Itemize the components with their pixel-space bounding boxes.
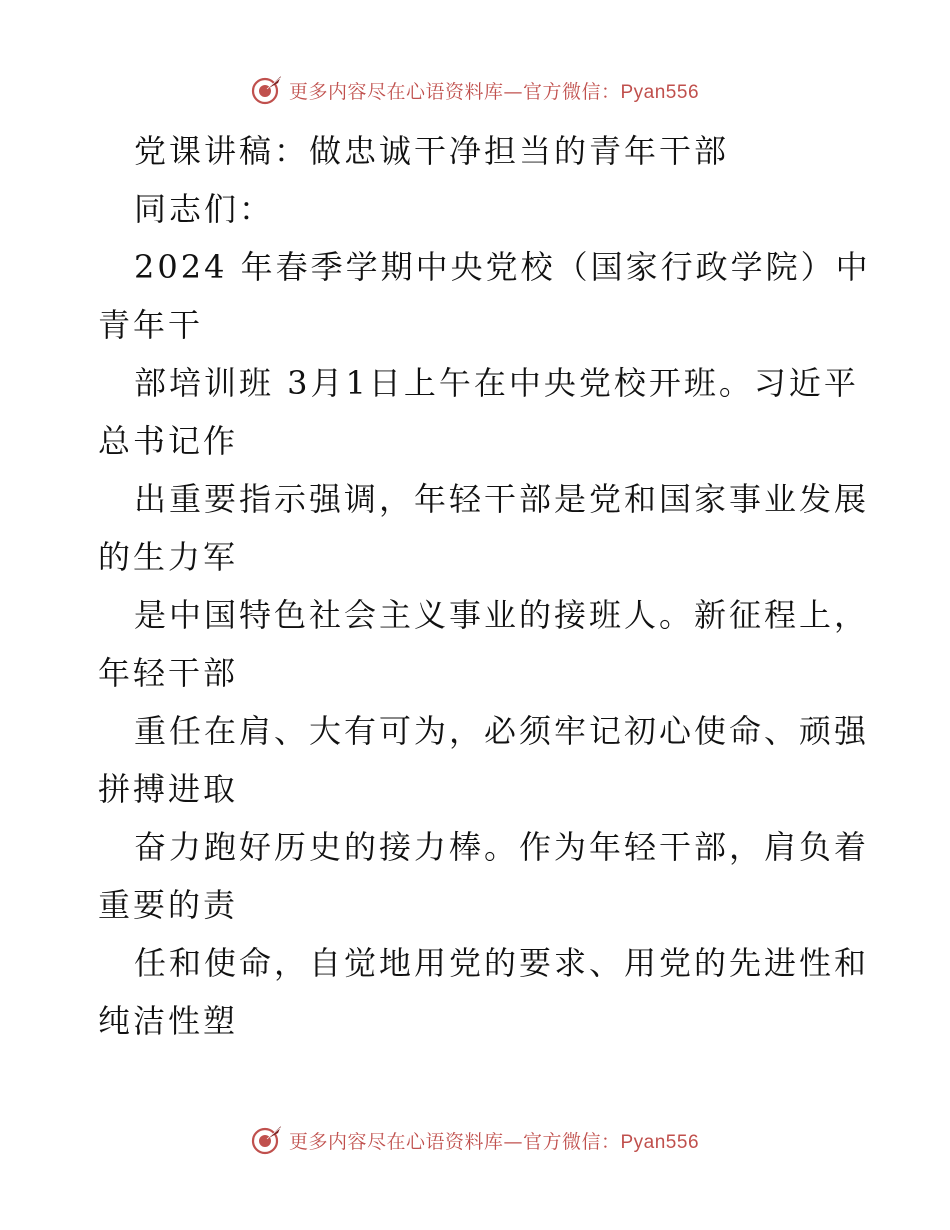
watermark-wechat-id: Pyan556 bbox=[620, 81, 700, 103]
document-line: 部培训班 3月1日上午在中央党校开班。习近平 bbox=[134, 364, 859, 402]
watermark-text: 更多内容尽在心语资料库—官方微信： bbox=[288, 80, 621, 103]
header-watermark bbox=[0, 70, 950, 110]
document-line: 党课讲稿：做忠诚干净担当的青年干部 bbox=[134, 132, 730, 170]
quill-seal-icon bbox=[251, 74, 283, 106]
document-line: 重要的责 bbox=[98, 886, 239, 924]
document-line: 是中国特色社会主义事业的接班人。新征程上， bbox=[134, 596, 870, 634]
document-line: 的生力军 bbox=[98, 538, 239, 576]
document-line: 青年干 bbox=[98, 306, 204, 344]
document-line: 奋力跑好历史的接力棒。作为年轻干部，肩负着 bbox=[134, 828, 870, 866]
document-line: 同志们： bbox=[134, 190, 275, 228]
watermark-wechat-id: Pyan556 bbox=[620, 1131, 700, 1153]
footer-watermark bbox=[0, 1120, 950, 1160]
document-line: 总书记作 bbox=[98, 422, 239, 460]
document-line: 2024 年春季学期中央党校（国家行政学院）中 bbox=[134, 248, 871, 286]
watermark-text: 更多内容尽在心语资料库—官方微信： bbox=[288, 1130, 621, 1153]
quill-seal-icon bbox=[251, 1124, 283, 1156]
document-line: 年轻干部 bbox=[98, 654, 239, 692]
document-body bbox=[98, 122, 871, 1050]
document-line: 出重要指示强调，年轻干部是党和国家事业发展 bbox=[134, 480, 870, 518]
document-line: 任和使命，自觉地用党的要求、用党的先进性和 bbox=[134, 944, 870, 982]
document-line: 拼搏进取 bbox=[98, 770, 239, 808]
document-line: 纯洁性塑 bbox=[98, 1002, 239, 1040]
document-line: 重任在肩、大有可为，必须牢记初心使命、顽强 bbox=[134, 712, 870, 750]
